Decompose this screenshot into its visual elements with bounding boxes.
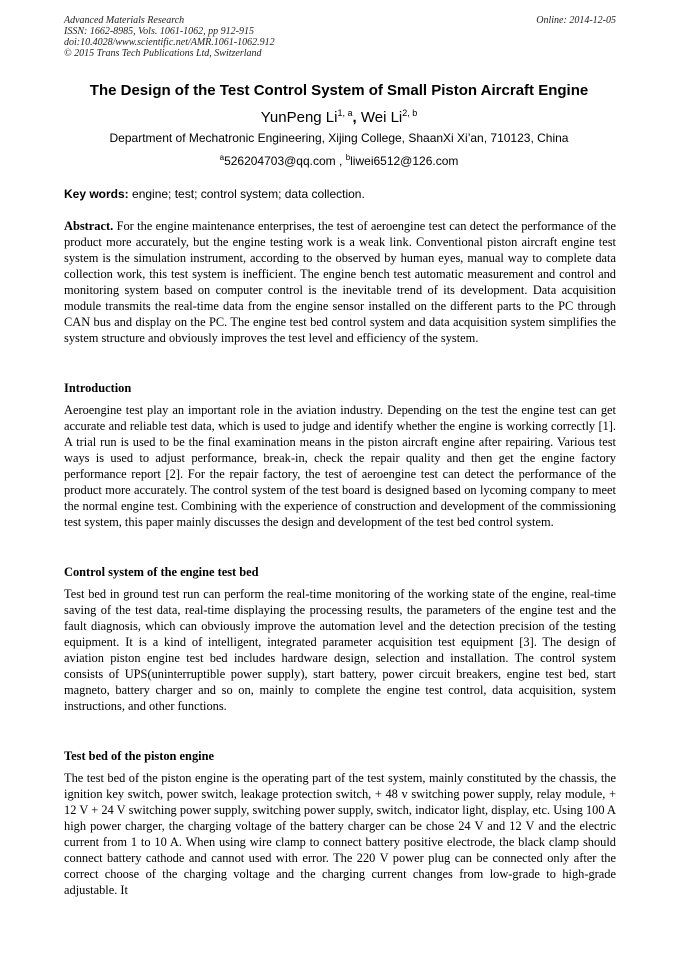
abstract — [64, 218, 616, 346]
section-heading-introduction: Introduction — [64, 381, 132, 395]
author-1: YunPeng Li — [260, 109, 338, 126]
affiliation: Department of Mechatronic Engineering, Xijing College, ShaanXi Xi’an, 710123, China — [109, 131, 569, 145]
keywords-label: Key words: — [64, 187, 129, 201]
section-heading-control-system: Control system of the engine test bed — [64, 565, 259, 579]
section-body-introduction: Aeroengine test play an important role in the aviation industry. Depending on the test the engine test can get accurate and reliable test data, which is used to judge and identify whether the engine is working correctly [1]. A trial run is used to be the final examination means in the piston aircraft engine after repairing. Various test ways is used to adjust performance, break-in, check the repair quality and then get the engine factory performance report [2]. For the repair factory, the test of aeroengine test can detect the performance of the product more accurately. The control system of the test board is designed based on lycoming company to meet the normal engine test. Combining with the experience of construction and development of the commissioning test system, this paper mainly discusses the design and development of the test bed control system. — [64, 403, 616, 529]
issn-line: ISSN: 1662-8985, Vols. 1061-1062, pp 912-915 — [64, 26, 254, 37]
email-line — [20, 150, 658, 169]
keywords-text: engine; test; control system; data collection. — [128, 187, 365, 201]
email-1[interactable]: 526204703@qq.com — [224, 154, 336, 168]
author-separator: , — [352, 109, 361, 126]
author-line — [20, 103, 658, 128]
section-body-control-system: Test bed in ground test run can perform the real-time monitoring of the working state of the engine, real-time saving of the test data, real-time displaying the processing results, the parameters of the engine test and the fault diagnosis, which can obviously improve the automation level and the detection precision of the testing equipment. It is a kind of intelligent, integrated parameter acquisition test equipment [3]. The design of aviation piston engine test bed includes hardware design, selection and installation. The control system consists of UPS(uninterruptible power supply), start battery, power circuit breakers, engine test bed, start magneto, battery charger and so on, mainly to complete the engine test control, data acquisition, system instructions, and other functions. — [64, 587, 616, 713]
abstract-label: Abstract. — [64, 219, 114, 233]
journal-name: Advanced Materials Research — [64, 15, 185, 26]
abstract-text: For the engine maintenance enterprises, the test of aeroengine test can detect the performance of the product more accurately, but the engine testing work is a weak link. Conventional piston aircraft engine test system is the simulation instrument, according to the observed by human eyes, manual way to complete data collection work, this test system is inefficient. The engine bench test automatic measurement and control and monitoring system based on computer control is the inevitable trend of its development. Data acquisition module transmits the real-time data from the engine sensor installed on the different parts to the PC through CAN bus and display on the PC. The engine test bed control system and data acquisition system simplifies the system structure and obviously improves the test level and efficiency of the system. — [64, 219, 616, 345]
online-date: Online: 2014-12-05 — [536, 15, 616, 26]
doi-line[interactable]: doi:10.4028/www.scientific.net/AMR.1061-1062.912 — [64, 37, 275, 48]
author-2: Wei Li — [360, 109, 403, 126]
running-header — [64, 15, 616, 59]
paper-title: The Design of the Test Control System of Small Piston Aircraft Engine — [89, 82, 589, 99]
author-2-sup: 2, b — [402, 108, 418, 118]
keywords — [64, 186, 616, 202]
email-1-sup: a — [219, 153, 225, 162]
copyright-line: © 2015 Trans Tech Publications Ltd, Switzerland — [64, 48, 262, 59]
email-2[interactable]: liwei6512@126.com — [350, 154, 459, 168]
author-1-sup: 1, a — [337, 108, 353, 118]
section-heading-test-bed: Test bed of the piston engine — [64, 749, 214, 763]
section-body-test-bed: The test bed of the piston engine is the operating part of the test system, mainly constituted by the chassis, the ignition key switch, power switch, leakage protection switch, + 48 v switching power supply, relay module, + 12 V + 24 V switching power supply, switching power supply, switch, indicator light, display, etc. Using 100 A high power charger, the charging voltage of the battery charger can be chose 24 V and 12 V and the electric current from 1 to 10 A. When using wire clamp to connect battery positive electrode, the black clamp should connect battery cathode and cannot used with error. The 220 V power plug can be connected only after the correct choose of the charging voltage and the charging current changes from low-grade to high-grade adjustable. It — [64, 771, 616, 897]
email-separator: , — [335, 154, 346, 168]
email-2-sup: b — [345, 153, 351, 162]
